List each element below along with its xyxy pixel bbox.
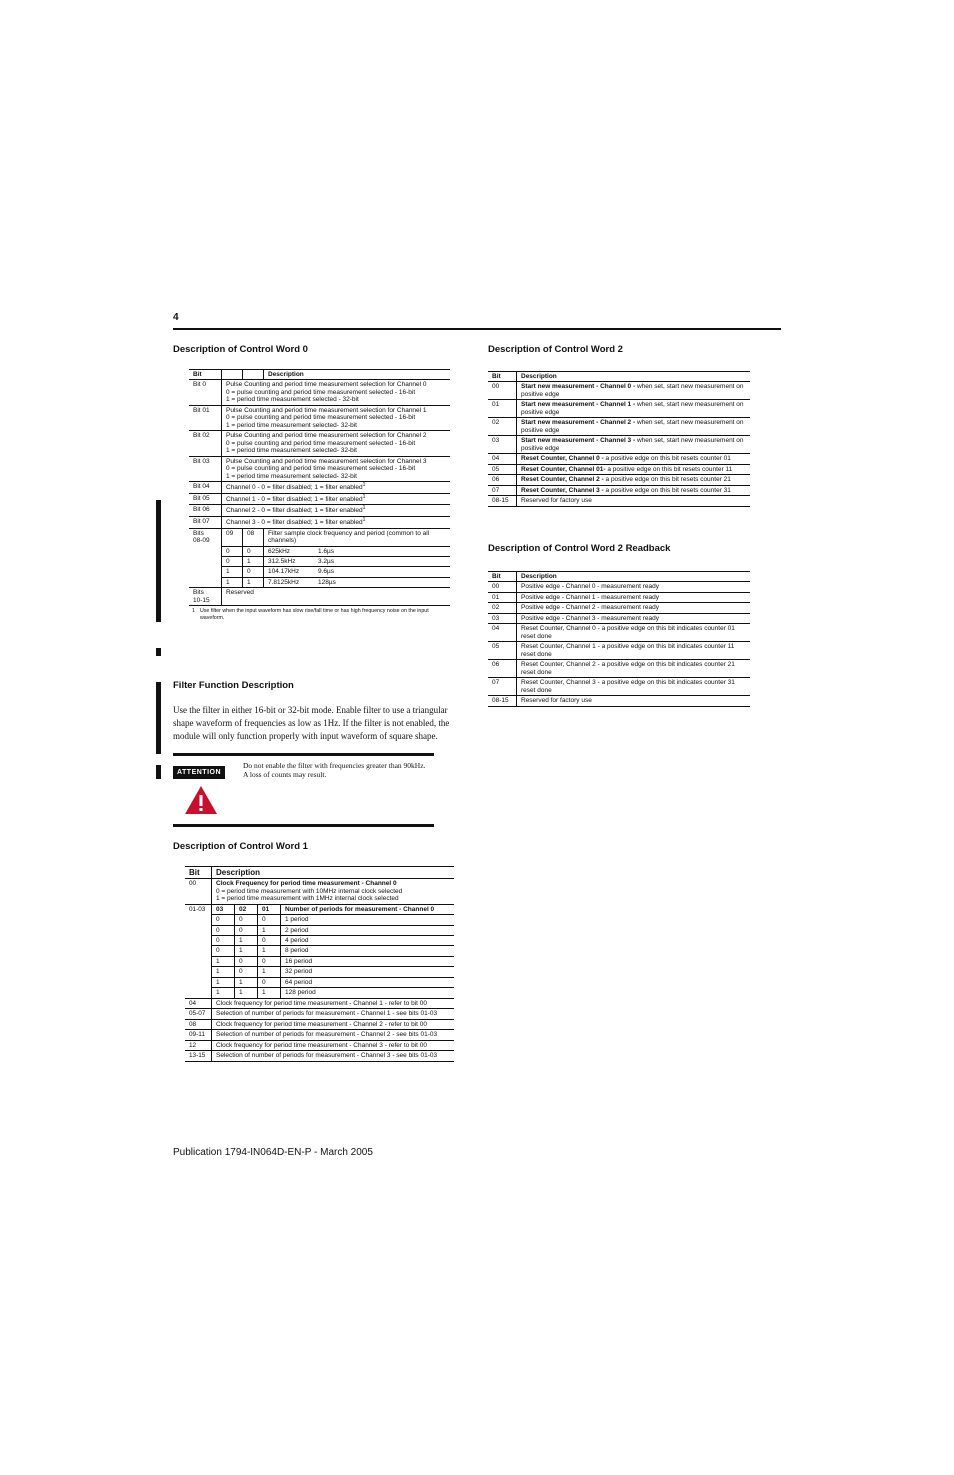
table-row (488, 582, 750, 592)
table-row (488, 475, 750, 485)
desc-cell: Reset Counter, Channel 3 - a positive edge on this bit indicates counter 31 reset done (517, 678, 751, 696)
cw0-table-container (189, 369, 450, 621)
desc-bold: Reset Counter, Channel 3 - (521, 486, 604, 494)
sub-cell: 1 period (281, 915, 455, 925)
footnote-ref: 1 (362, 493, 366, 500)
desc-cell: Selection of number of periods for measurement - Channel 1 - see bits 01-03 (212, 1009, 455, 1019)
desc-cell (517, 418, 751, 436)
sub-cell: 4 period (281, 936, 455, 946)
bit09-cell: 0 (222, 557, 243, 567)
table-row (488, 592, 750, 602)
sub-cell: 1 (258, 988, 281, 998)
bit-cell: 08-15 (488, 696, 517, 706)
table-row (189, 528, 450, 546)
desc-bold: Start new measurement - Channel 3 - (521, 437, 636, 445)
table-row (185, 1040, 454, 1050)
desc-bold: Start new measurement - Channel 1 - (521, 401, 636, 409)
table-row (488, 613, 750, 623)
desc-cell: Pulse Counting and period time measurement selection for Channel 2 0 = pulse counting and period time measurement selected - 16-bit 1 = period time measurement selected- 32-bit (222, 431, 451, 456)
sub-cell: 8 period (281, 946, 455, 956)
sub-cell: 1 (212, 977, 235, 987)
sub-cell: 1 (212, 956, 235, 966)
sub-cell: 128 period (281, 988, 455, 998)
desc-bold: Reset Counter, Channel 2 - (521, 476, 604, 484)
bit-cell: 05-07 (185, 1009, 212, 1019)
change-bar (156, 500, 161, 622)
sub-cell: 0 (235, 956, 258, 966)
sub-row (212, 956, 454, 966)
desc-cell (212, 879, 455, 904)
bit09-header: 09 (222, 528, 243, 546)
table-row (488, 660, 750, 678)
col-desc-header: Description (517, 372, 751, 382)
desc-cell: Clock frequency for period time measurement - Channel 1 - refer to bit 00 (212, 998, 455, 1008)
sub-row (212, 946, 454, 956)
attention-top-rule (173, 753, 434, 756)
bit-cell: 04 (488, 624, 517, 642)
bit-cell: 00 (488, 382, 517, 400)
bit08-cell: 0 (243, 567, 264, 577)
desc-bold: Reset Counter, Channel 01- (521, 465, 606, 473)
bit08-cell: 1 (243, 557, 264, 567)
freq-value: 625kHz (268, 547, 291, 555)
cw2-table-container (488, 371, 750, 507)
cw1-body (185, 879, 454, 1061)
bit-cell: Bit 04 (189, 482, 222, 494)
col-blank (243, 370, 264, 380)
desc-bold: Start new measurement - Channel 0 - (521, 383, 636, 391)
desc-line: 0 = period time measurement with 10MHz internal clock selected (216, 887, 403, 895)
bit-cell: 02 (488, 418, 517, 436)
table-row (488, 624, 750, 642)
freq-period-cell (264, 567, 451, 577)
desc-rest: Reserved for factory use (521, 497, 592, 505)
table-row (185, 904, 454, 998)
bit-cell: 08 (185, 1019, 212, 1029)
desc-cell: Reset Counter, Channel 0 - a positive edge on this bit indicates counter 01 reset done (517, 624, 751, 642)
table-row (185, 1030, 454, 1040)
desc-cell: Reserved for factory use (517, 696, 751, 706)
attention-label: ATTENTION (173, 766, 225, 779)
footnote-ref: 1 (362, 505, 366, 512)
sub-header-row (212, 905, 454, 915)
desc-rest: a positive edge on this bit resets counter 21 (603, 476, 731, 484)
freq-period-cell (264, 546, 451, 556)
sub-cell: 0 (258, 977, 281, 987)
cw2-heading: Description of Control Word 2 (488, 344, 623, 355)
filter-heading: Filter Function Description (173, 680, 294, 691)
bit-cell: 06 (488, 475, 517, 485)
sub-cell: 0 (212, 936, 235, 946)
cw2-table (488, 371, 750, 507)
sub-header-cell: Number of periods for measurement - Channel 0 (281, 905, 455, 915)
sub-cell: 1 (216, 989, 220, 997)
table-row (185, 1009, 454, 1019)
sub-row (212, 967, 454, 977)
bit-cell: Bit 02 (189, 431, 222, 456)
table-row (488, 496, 750, 506)
desc-rest: when set, start new measurement on positive edge (521, 437, 744, 452)
desc-cell: Channel 2 - 0 = filter disabled; 1 = filter enabled$^1$ (222, 505, 451, 517)
change-bar (156, 682, 161, 754)
table-row (488, 642, 750, 660)
desc-cell: Reset Counter, Channel 1 - a positive edge on this bit indicates counter 11 reset done (517, 642, 751, 660)
desc-cell: Clock frequency for period time measurement - Channel 2 - refer to bit 00 (212, 1019, 455, 1029)
table-row (185, 998, 454, 1008)
bit-cell: 01-03 (185, 904, 212, 998)
desc-cell: Reserved (222, 588, 451, 606)
sub-header-cell: 01 (258, 905, 281, 915)
desc-rest: when set, start new measurement on positive edge (521, 419, 744, 434)
warning-icon (184, 785, 218, 820)
desc-bold: Start new measurement - Channel 2 - (521, 419, 636, 427)
bit-cell: Bits 08-09 (189, 528, 222, 588)
bit-cell: Bit 06 (189, 505, 222, 517)
table-row (189, 577, 450, 587)
sub-cell: 1 (235, 988, 258, 998)
sub-cell: 32 period (281, 967, 455, 977)
table-row (189, 456, 450, 481)
sub-cell: 0 (235, 967, 258, 977)
desc-rest: a positive edge on this bit resets counter 01 (603, 455, 731, 463)
bit-cell: 01 (488, 400, 517, 418)
cw0-body (189, 380, 450, 606)
bit-cell: 06 (488, 660, 517, 678)
period-value: 1.6µs (318, 547, 335, 555)
attention-bottom-rule (173, 824, 434, 827)
bit09-cell: 0 (222, 546, 243, 556)
sub-cell: 1 (235, 936, 258, 946)
desc-cell: Pulse Counting and period time measurement selection for Channel 3 0 = pulse counting and period time measurement selected - 16-bit 1 = period time measurement selected- 32-bit (222, 456, 451, 481)
cw1-table (185, 866, 454, 1062)
bit-cell: 04 (488, 454, 517, 464)
table-row (185, 1019, 454, 1029)
sub-table (212, 905, 454, 998)
desc-rest: when set, start new measurement on positive edge (521, 383, 744, 398)
bit-cell: Bit 05 (189, 493, 222, 505)
bit-cell: 00 (488, 582, 517, 592)
footnote-ref: 1 (362, 482, 366, 489)
col-desc-header: Description (517, 572, 751, 582)
footnote-ref: 1 (362, 516, 366, 523)
sub-row (212, 925, 454, 935)
bit-cell: Bit 0 (189, 380, 222, 405)
bit-cell: 07 (488, 678, 517, 696)
desc-cell (517, 400, 751, 418)
col-blank (222, 370, 243, 380)
sub-cell: 0 (258, 915, 281, 925)
bit-cell: 13-15 (185, 1051, 212, 1061)
desc-cell: Selection of number of periods for measurement - Channel 2 - see bits 01-03 (212, 1030, 455, 1040)
table-row (189, 505, 450, 517)
table-row (488, 603, 750, 613)
freq-value: 312.5kHz (268, 558, 296, 565)
desc-rest: a positive edge on this bit resets counter 11 (605, 465, 733, 473)
desc-cell (517, 496, 751, 506)
footer: Publication 1794-IN064D-EN-P - March 2005 (173, 1147, 373, 1158)
sub-cell: 1 (235, 946, 258, 956)
desc-cell: Channel 1 - 0 = filter disabled; 1 = filter enabled$^1$ (222, 493, 451, 505)
desc-cell: Pulse Counting and period time measurement selection for Channel 0 0 = pulse counting and period time measurement selected - 16-bit 1 = period time measurement selected - 32-bit (222, 380, 451, 405)
desc-cell: Pulse Counting and period time measurement selection for Channel 1 0 = pulse counting and period time measurement selected - 16-bit 1 = period time measurement selected- 32-bit (222, 405, 451, 430)
bit-cell: 08-15 (488, 496, 517, 506)
sub-cell: 0 (235, 915, 258, 925)
table-row (488, 382, 750, 400)
sub-header-cell: 02 (235, 905, 258, 915)
bit-cell: 02 (488, 603, 517, 613)
freq-period-cell (264, 557, 451, 567)
bit-cell: 01 (488, 592, 517, 602)
bit-cell: Bit 03 (189, 456, 222, 481)
desc-cell: Positive edge - Channel 0 - measurement ready (517, 582, 751, 592)
bit-cell: 04 (185, 998, 212, 1008)
desc-cell (517, 475, 751, 485)
table-row (189, 380, 450, 405)
sub-cell: 1 (212, 967, 235, 977)
bit09-cell: 1 (222, 577, 243, 587)
bit08-cell: 1 (243, 577, 264, 587)
sub-cell: 0 (212, 915, 235, 925)
desc-cell: Positive edge - Channel 3 - measurement ready (517, 613, 751, 623)
sub-cell: 0 (258, 936, 281, 946)
freq-value: 7.8125kHz (268, 578, 300, 586)
desc-cell: Clock frequency for period time measurement - Channel 3 - refer to bit 00 (212, 1040, 455, 1050)
desc-cell: Selection of number of periods for measurement - Channel 3 - see bits 01-03 (212, 1051, 455, 1061)
table-row (488, 418, 750, 436)
desc-title: Clock Frequency for period time measurement - Channel 0 (216, 880, 397, 888)
bit-cell: 07 (488, 485, 517, 495)
footnote-text: Use filter when the input waveform has slow rise/fall time or has high frequency noise on the input waveform. (199, 608, 429, 621)
cw2r-heading: Description of Control Word 2 Readback (488, 543, 671, 554)
sub-cell: 16 period (281, 956, 455, 966)
filter-desc-header: Filter sample clock frequency and period (common to all channels) (264, 528, 451, 546)
bit-cell: 00 (185, 879, 212, 904)
sub-cell: 0 (258, 956, 281, 966)
table-row (189, 557, 450, 567)
bit-cell: 05 (488, 642, 517, 660)
cw1-heading: Description of Control Word 1 (173, 841, 308, 852)
desc-cell (517, 436, 751, 454)
change-bar (156, 648, 161, 656)
col-bit-header: Bit (189, 370, 222, 380)
sub-cell: 1 (258, 925, 281, 935)
col-desc-header: Description (212, 867, 455, 879)
freq-value: 104.17kHz (268, 568, 300, 576)
table-row (189, 516, 450, 528)
bit-cell: 05 (488, 464, 517, 474)
sub-table-cell (212, 904, 455, 998)
table-row (189, 546, 450, 556)
table-row (185, 1051, 454, 1061)
table-row (189, 588, 450, 606)
table-row (189, 431, 450, 456)
cw0-heading: Description of Control Word 0 (173, 344, 308, 355)
sub-cell: 64 period (281, 977, 455, 987)
sub-cell: 0 (212, 946, 235, 956)
sub-cell: 0 (235, 925, 258, 935)
desc-cell (517, 485, 751, 495)
desc-cell (517, 454, 751, 464)
desc-cell: Reset Counter, Channel 2 - a positive edge on this bit indicates counter 21 reset done (517, 660, 751, 678)
cw2r-table-container (488, 571, 750, 707)
desc-rest: a positive edge on this bit resets counter 31 (603, 486, 731, 494)
sub-row (212, 915, 454, 925)
bit08-header: 08 (243, 528, 264, 546)
bit-cell: Bit 01 (189, 405, 222, 430)
col-bit-header: Bit (185, 867, 212, 879)
table-row (189, 567, 450, 577)
table-row (189, 482, 450, 494)
table-row (488, 436, 750, 454)
change-bar (156, 765, 161, 779)
footnote-mark: 1 (192, 608, 195, 615)
sub-row (212, 988, 454, 998)
bit-cell: 12 (185, 1040, 212, 1050)
filter-body: Use the filter in either 16-bit or 32-bit mode. Enable filter to use a triangular shape waveform of frequencies as low as 1Hz. If the filter is not enabled, the module will only function properly with input waveform of square shape. (173, 705, 450, 741)
table-row (488, 678, 750, 696)
top-rule (173, 328, 781, 330)
table-row (488, 485, 750, 495)
sub-cell: 0 (212, 925, 235, 935)
cw0-table (189, 369, 450, 606)
sub-cell: 1 (258, 946, 281, 956)
period-value: 128µs (318, 578, 336, 586)
attention-text: Do not enable the filter with frequencies greater than 90kHz. A loss of counts may result. (243, 761, 426, 779)
cw2r-table (488, 571, 750, 707)
sub-cell: 1 (258, 967, 281, 977)
desc-rest: when set, start new measurement on positive edge (521, 401, 744, 416)
bit-cell: 09-11 (185, 1030, 212, 1040)
sub-row (212, 977, 454, 987)
sub-row (212, 936, 454, 946)
desc-cell: Channel 0 - 0 = filter disabled; 1 = filter enabled$^1$ (222, 482, 451, 494)
table-row (488, 454, 750, 464)
table-row (185, 879, 454, 904)
freq-period-cell (264, 577, 451, 587)
sub-header-cell: 03 (212, 905, 235, 915)
desc-cell: Channel 3 - 0 = filter disabled; 1 = filter enabled$^1$ (222, 516, 451, 528)
bit-cell: 03 (488, 613, 517, 623)
desc-line: 1 = period time measurement with 1MHz internal clock selected (216, 895, 399, 903)
cw2r-body (488, 582, 750, 706)
desc-cell (517, 464, 751, 474)
footnote (189, 608, 450, 621)
desc-cell: Positive edge - Channel 2 - measurement ready (517, 603, 751, 613)
cw1-table-container (185, 866, 454, 1062)
period-value: 9.6µs (318, 568, 335, 576)
col-bit-header: Bit (488, 572, 517, 582)
sub-cell: 2 period (281, 925, 455, 935)
bit08-cell: 0 (243, 546, 264, 556)
table-row (488, 400, 750, 418)
bit09-cell: 1 (222, 567, 243, 577)
period-value: 3.2µs (318, 558, 335, 565)
col-bit-header: Bit (488, 372, 517, 382)
cw2-body (488, 382, 750, 506)
table-row (189, 493, 450, 505)
page-number: 4 (173, 312, 179, 323)
table-row (488, 696, 750, 706)
table-row (488, 464, 750, 474)
bit-cell: 03 (488, 436, 517, 454)
desc-cell: Positive edge - Channel 1 - measurement ready (517, 592, 751, 602)
desc-cell (517, 382, 751, 400)
bit-cell: Bit 07 (189, 516, 222, 528)
sub-cell: 1 (235, 977, 258, 987)
table-row (189, 405, 450, 430)
desc-bold: Reset Counter, Channel 0 - (521, 455, 604, 463)
bit-cell: Bits 10-15 (189, 588, 222, 606)
col-desc-header: Description (264, 370, 451, 380)
